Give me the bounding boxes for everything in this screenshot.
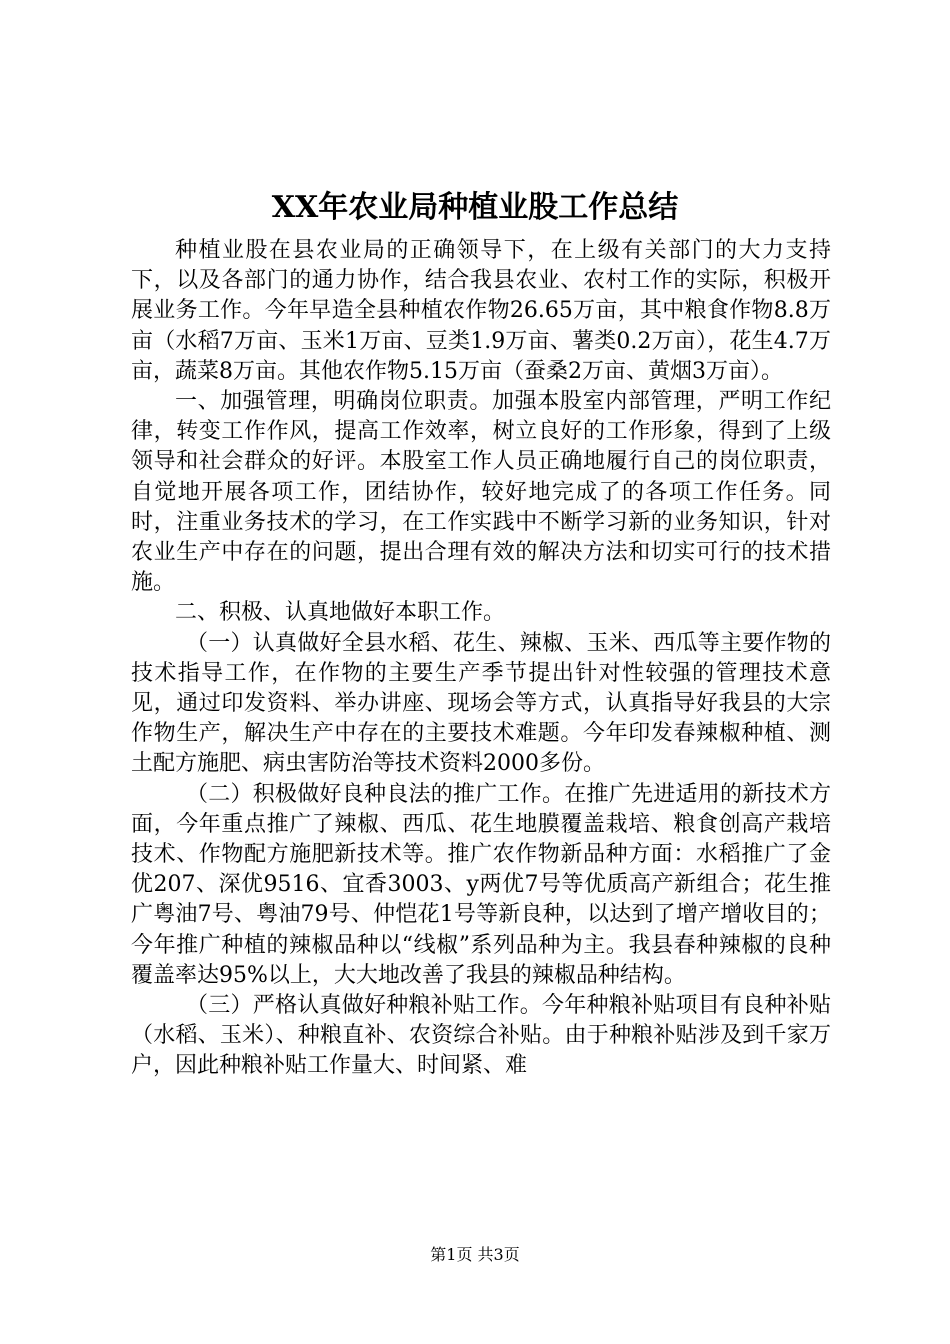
paragraph-intro: 种植业股在县农业局的正确领导下，在上级有关部门的大力支持下，以及各部门的通力协作，结合我县农业、农村工作的实际，积极开展业务工作。今年早造全县种植农作物26.65万亩，其中粮食作物8.8万亩（水稻7万亩、玉米1万亩、豆类1.9万亩、薯类0.2万亩），花生4.7万亩，蔬菜8万亩。其他农作物5.15万亩（蚕桑2万亩、黄烟3万亩）。 — [131, 238, 831, 384]
page-footer: 第1页 共3页 — [430, 1245, 520, 1264]
paragraph-item-2: （二）积极做好良种良法的推广工作。在推广先进适用的新技术方面，今年重点推广了辣椒、西瓜、花生地膜覆盖栽培、粮食创高产栽培技术、作物配方施肥新技术等。推广农作物新品种方面：水稻推广了金优207、深优9516、宜香3003、y两优7号等优质高产新组合；花生推广粤油7号、粤油79号、仲恺花1号等新良种，以达到了增产增收目的；今年推广种植的辣椒品种以“线椒”系列品种为主。我县春种辣椒的良种覆盖率达95%以上，大大地改善了我县的辣椒品种结构。 — [131, 781, 831, 988]
document-body — [131, 236, 831, 1082]
paragraph-item-3: （三）严格认真做好种粮补贴工作。今年种粮补贴项目有良种补贴（水稻、玉米）、种粮直补、农资综合补贴。由于种粮补贴涉及到千家万户，因此种粮补贴工作量大、时间紧、难 — [131, 993, 831, 1079]
paragraph-item-1: （一）认真做好全县水稻、花生、辣椒、玉米、西瓜等主要作物的技术指导工作，在作物的主要生产季节提出针对性较强的管理技术意见，通过印发资料、举办讲座、现场会等方式，认真指导好我县的大宗作物生产，解决生产中存在的主要技术难题。今年印发春辣椒种植、测土配方施肥、病虫害防治等技术资料2000多份。 — [131, 630, 831, 777]
paragraph-section-1: 一、加强管理，明确岗位职责。加强本股室内部管理，严明工作纪律，转变工作作风，提高工作效率，树立良好的工作形象，得到了上级领导和社会群众的好评。本股室工作人员正确地履行自己的岗位职责，自觉地开展各项工作，团结协作，较好地完成了的各项工作任务。同时，注重业务技术的学习，在工作实践中不断学习新的业务知识，针对农业生产中存在的问题，提出合理有效的解决方法和切实可行的技术措施。 — [131, 389, 831, 596]
paragraph-section-2-heading: 二、积极、认真地做好本职工作。 — [175, 600, 506, 626]
document-title: XX年农业局种植业股工作总结 — [271, 190, 679, 225]
